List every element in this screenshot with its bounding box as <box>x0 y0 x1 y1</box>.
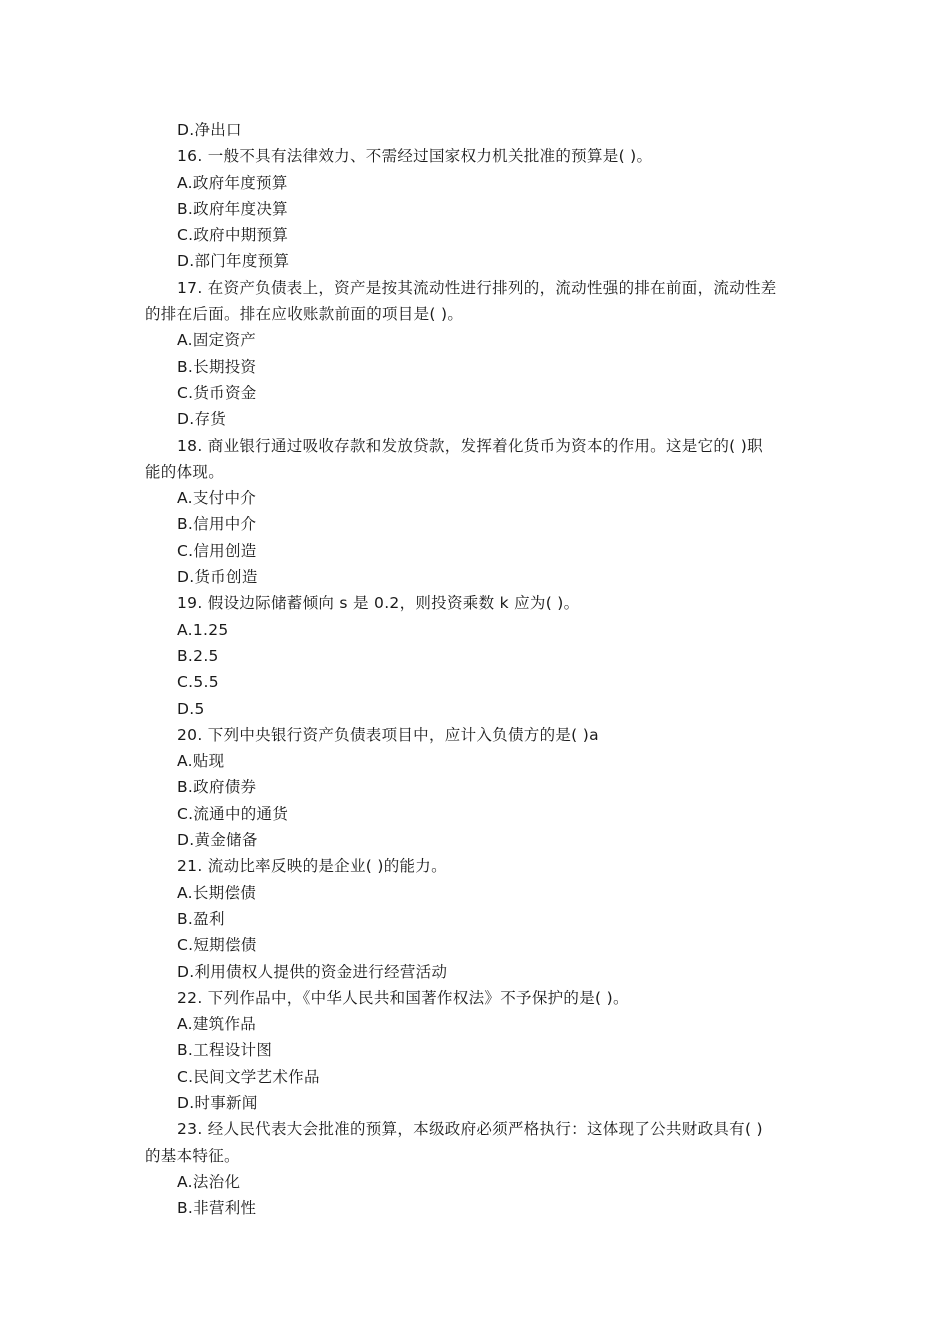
option-line: C.政府中期预算 <box>177 226 289 245</box>
option-line: A.政府年度预算 <box>177 173 288 192</box>
option-line: A.长期偿债 <box>177 883 257 902</box>
option-line: B.长期投资 <box>177 357 257 376</box>
question-line: 23. 经人民代表大会批准的预算，本级政府必须严格执行：这体现了公共财政具有( ) <box>177 1120 763 1139</box>
question-line: 20. 下列中央银行资产负债表项目中，应计入负债方的是( )a <box>177 725 599 744</box>
option-line: C.民间文学艺术作品 <box>177 1067 320 1086</box>
option-line: A.法治化 <box>177 1172 241 1191</box>
option-line: D.货币创造 <box>177 568 258 587</box>
option-line: B.政府债券 <box>177 778 257 797</box>
option-line: C.5.5 <box>177 673 219 692</box>
question-continuation-line: 的排在后面。排在应收账款前面的项目是( )。 <box>145 305 464 324</box>
question-line: 16. 一般不具有法律效力、不需经过国家权力机关批准的预算是( )。 <box>177 147 653 166</box>
option-line: B.盈利 <box>177 909 225 928</box>
question-line: 17. 在资产负债表上，资产是按其流动性进行排列的，流动性强的排在前面，流动性差 <box>177 278 777 297</box>
option-line: A.建筑作品 <box>177 1015 257 1034</box>
option-line: C.短期偿债 <box>177 936 257 955</box>
option-line: B.2.5 <box>177 646 219 665</box>
option-line: D.黄金储备 <box>177 831 258 850</box>
option-line: A.固定资产 <box>177 331 257 350</box>
option-line: B.政府年度决算 <box>177 199 288 218</box>
option-line: A.支付中介 <box>177 489 257 508</box>
question-continuation-line: 能的体现。 <box>145 462 225 481</box>
option-line: D.净出口 <box>177 121 242 139</box>
document-page <box>0 117 950 1221</box>
option-line: B.信用中介 <box>177 515 257 534</box>
option-line: D.时事新闻 <box>177 1093 258 1112</box>
option-line: D.存货 <box>177 410 227 429</box>
option-line: C.信用创造 <box>177 541 257 560</box>
option-line: D.利用债权人提供的资金进行经营活动 <box>177 962 448 981</box>
question-line: 18. 商业银行通过吸收存款和发放贷款，发挥着化货币为资本的作用。这是它的( )职 <box>177 436 763 455</box>
question-line: 19. 假设边际储蓄倾向 s 是 0.2，则投资乘数 k 应为( )。 <box>177 594 580 613</box>
option-line: D.部门年度预算 <box>177 252 290 271</box>
question-continuation-line: 的基本特征。 <box>145 1146 240 1165</box>
option-line: C.流通中的通货 <box>177 804 289 823</box>
option-line: D.5 <box>177 699 205 718</box>
option-line: B.工程设计图 <box>177 1041 273 1060</box>
option-line: A.贴现 <box>177 752 225 771</box>
option-line: A.1.25 <box>177 620 229 639</box>
question-line: 21. 流动比率反映的是企业( )的能力。 <box>177 857 447 876</box>
option-line: C.货币资金 <box>177 383 257 402</box>
option-line: B.非营利性 <box>177 1199 257 1218</box>
question-line: 22. 下列作品中，《中华人民共和国著作权法》不予保护的是( )。 <box>177 988 629 1007</box>
